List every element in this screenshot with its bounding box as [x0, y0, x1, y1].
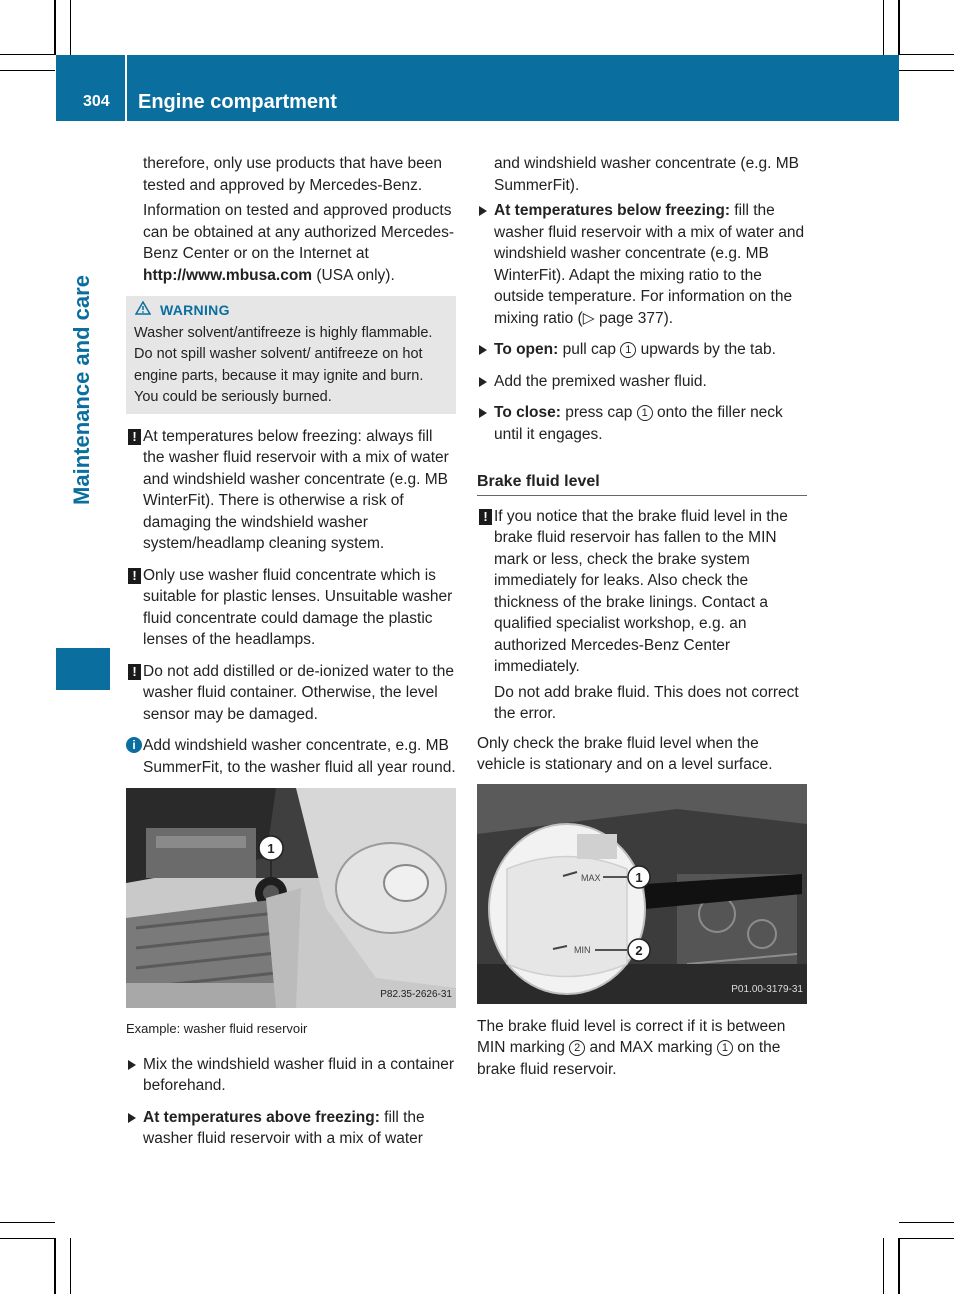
- info-icon: i: [126, 737, 142, 753]
- exclamation-icon: !: [128, 664, 141, 680]
- crop-mark: [0, 70, 55, 71]
- warning-triangle-icon: [134, 301, 152, 323]
- paragraph: The brake fluid level is correct if it is between MIN marking 2 and MAX marking 1 on the brake fluid reservoir.: [477, 1017, 786, 1078]
- step-item: To close: press cap 1 onto the filler neck until it engages.: [477, 402, 807, 445]
- subheading: Brake fluid level: [477, 471, 807, 496]
- callout-number: 1: [637, 405, 653, 421]
- callout-number: 1: [717, 1040, 733, 1056]
- warning-box: [126, 296, 456, 414]
- paragraph: Information on tested and approved products can be obtained at any authorized Mercedes-Benz Center or on the Internet at http://www.mbusa.com (USA only).: [143, 202, 455, 284]
- step-arrow-icon: [479, 206, 487, 216]
- crop-mark: [899, 70, 954, 71]
- crop-mark: [70, 1238, 71, 1294]
- paragraph: Do not add brake fluid. This does not correct the error.: [494, 683, 799, 722]
- crop-mark: [54, 0, 56, 55]
- page-header: [56, 55, 899, 121]
- right-column: [477, 153, 807, 1084]
- header-divider: [125, 55, 127, 121]
- notice-item: [477, 506, 807, 678]
- callout-number: 1: [620, 342, 636, 358]
- chapter-tab-marker: [56, 648, 110, 690]
- step-text: fill the washer fluid reservoir with a mix of water: [143, 1108, 425, 1147]
- step-bold: At temperatures above freezing:: [143, 1108, 380, 1126]
- exclamation-icon: !: [128, 568, 141, 584]
- crop-mark: [899, 54, 954, 55]
- step-item: To open: pull cap 1 upwards by the tab.: [477, 339, 807, 361]
- brake-reservoir-illustration: [477, 784, 807, 1004]
- notice-item: [126, 661, 456, 726]
- website-link[interactable]: http://www.mbusa.com: [143, 266, 313, 284]
- paragraph: and windshield washer concentrate (e.g. MB SummerFit).: [494, 155, 799, 194]
- washer-reservoir-image: [126, 788, 456, 1008]
- image-caption: Example: washer fluid reservoir: [126, 1021, 308, 1036]
- paragraph: therefore, only use products that have been tested and approved by Mercedes-Benz.: [143, 155, 443, 194]
- left-column: [126, 153, 456, 1160]
- crop-mark: [899, 1238, 954, 1239]
- page-number: 304: [83, 93, 110, 110]
- crop-mark: [898, 1238, 900, 1294]
- step-arrow-icon: [479, 408, 487, 418]
- step-arrow-icon: [479, 377, 487, 387]
- warning-text: Washer solvent/antifreeze is highly flammable. Do not spill washer solvent/ antifreeze on hot engine parts, because it may ignite and burn. You could be seriously burned.: [134, 324, 433, 405]
- step-item: At temperatures below freezing: fill the washer fluid reservoir with a mix of water and windshield washer concentrate (e.g. MB WinterFit). Adapt the mixing ratio to the outside temperature. For information on the mixing ratio (▷ page 377).: [477, 200, 807, 329]
- image-code: P82.35-2626-31: [380, 988, 452, 1000]
- crop-mark: [899, 1222, 954, 1223]
- crop-mark: [898, 0, 900, 55]
- step-arrow-icon: [128, 1113, 136, 1123]
- notice-text: Do not add distilled or de-ionized water to the washer fluid container. Otherwise, the level sensor may be damaged.: [143, 662, 455, 723]
- step-arrow-icon: [128, 1060, 136, 1070]
- notice-text: At temperatures below freezing: always fill the washer fluid reservoir with a mix of water and windshield washer concentrate (e.g. MB WinterFit). There is otherwise a risk of damaging the windshield washer system/headlamp cleaning system.: [143, 427, 449, 552]
- step-arrow-icon: [479, 345, 487, 355]
- step-text: Mix the windshield washer fluid in a container beforehand.: [143, 1055, 455, 1094]
- crop-mark: [70, 0, 71, 55]
- section-title: Engine compartment: [138, 91, 337, 113]
- image-callout: 1: [635, 869, 643, 885]
- max-mark: MAX: [581, 872, 601, 883]
- crop-mark: [883, 1238, 884, 1294]
- notice-text: Only use washer fluid concentrate which is suitable for plastic lenses. Unsuitable washer fluid concentrate could damage the plastic lenses of the headlamps.: [143, 566, 453, 648]
- warning-header: [134, 300, 448, 323]
- notice-item: [126, 426, 456, 555]
- image-callout: 1: [267, 841, 275, 856]
- info-text: Add windshield washer concentrate, e.g. MB SummerFit, to the washer fluid all year round.: [143, 737, 456, 776]
- step-item: Add the premixed washer fluid.: [477, 371, 807, 393]
- crop-mark: [54, 1238, 56, 1294]
- notice-text: If you notice that the brake fluid level in the brake fluid reservoir has fallen to the MIN mark or less, check the brake system immediately for leaks. Also check the thickness of the brake linings. Contact a qualified specialist workshop, e.g. an authorized Mercedes-Benz Center immediately.: [494, 507, 788, 675]
- callout-number: 2: [569, 1040, 585, 1056]
- paragraph: Only check the brake fluid level when the vehicle is stationary and on a level surface.: [477, 734, 773, 773]
- exclamation-icon: !: [128, 429, 141, 445]
- notice-item: [126, 565, 456, 651]
- info-item: [126, 735, 456, 778]
- brake-fluid-image: [477, 784, 807, 1004]
- exclamation-icon: !: [479, 509, 492, 525]
- image-callout: 2: [635, 942, 643, 958]
- step-item: [126, 1107, 456, 1150]
- image-code: P01.00-3179-31: [731, 984, 803, 995]
- engine-bay-illustration: [126, 788, 456, 1008]
- crop-mark: [0, 54, 55, 55]
- chapter-tab-label: Maintenance and care: [69, 275, 94, 505]
- crop-mark: [883, 0, 884, 55]
- step-item: [126, 1054, 456, 1097]
- min-mark: MIN: [574, 944, 591, 955]
- warning-title: WARNING: [160, 302, 230, 318]
- crop-mark: [0, 1222, 55, 1223]
- crop-mark: [0, 1238, 55, 1239]
